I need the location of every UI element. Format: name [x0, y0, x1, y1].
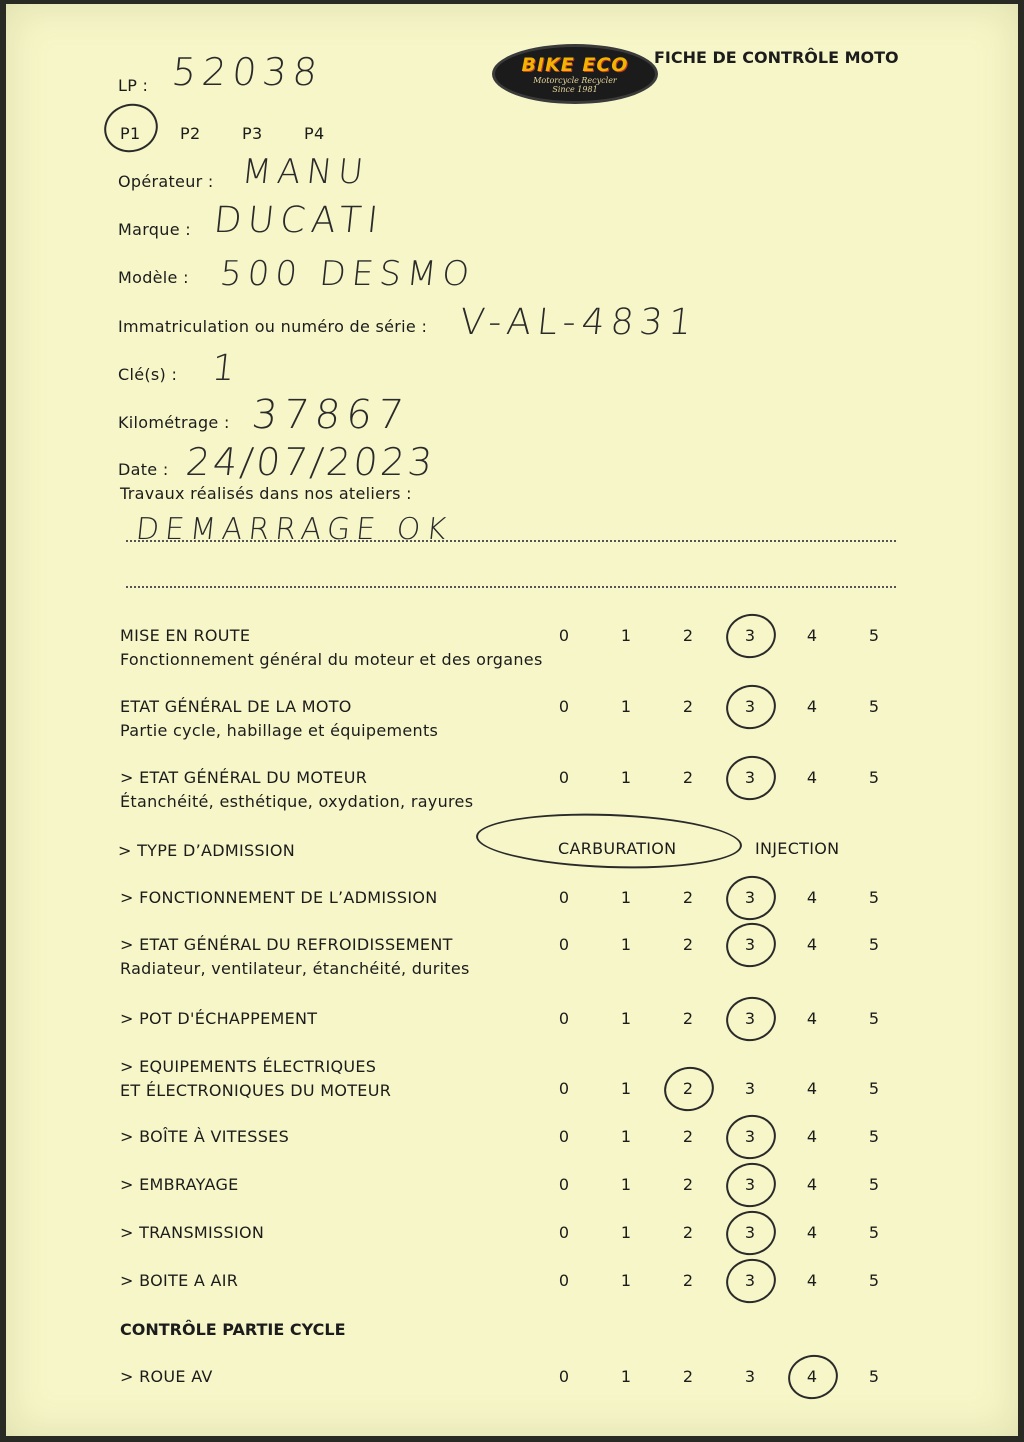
- score-option[interactable]: 2: [682, 1079, 694, 1098]
- immat-value[interactable]: V-AL-4831: [457, 302, 700, 343]
- score-option[interactable]: 5: [868, 1079, 880, 1098]
- row-title: > ETAT GÉNÉRAL DU REFROIDISSEMENT: [120, 935, 453, 954]
- score-option[interactable]: 1: [620, 935, 632, 954]
- row-title: > ETAT GÉNÉRAL DU MOTEUR: [120, 768, 368, 787]
- operateur-label: Opérateur :: [118, 172, 214, 191]
- score-option[interactable]: 5: [868, 935, 880, 954]
- score-option[interactable]: 0: [558, 768, 570, 787]
- score-option[interactable]: 1: [620, 1127, 632, 1146]
- score-option[interactable]: 4: [806, 1079, 818, 1098]
- score-option[interactable]: 1: [620, 1009, 632, 1028]
- row-title: > BOITE A AIR: [120, 1271, 239, 1290]
- score-option[interactable]: 4: [806, 1175, 818, 1194]
- bike-eco-logo: [492, 44, 658, 104]
- row-title: > BOÎTE À VITESSES: [120, 1127, 290, 1146]
- score-option[interactable]: 3: [744, 935, 756, 954]
- selected-score-circle: [722, 609, 780, 662]
- travaux-line-1: [126, 540, 896, 542]
- score-option[interactable]: 0: [558, 1223, 570, 1242]
- selected-score-circle: [660, 1062, 718, 1115]
- score-option[interactable]: 5: [868, 1175, 880, 1194]
- score-option[interactable]: 0: [558, 935, 570, 954]
- score-option[interactable]: 3: [744, 1367, 756, 1386]
- position-selected-circle: [99, 98, 164, 158]
- row-subtitle: Radiateur, ventilateur, étanchéité, durites: [120, 959, 470, 978]
- score-option[interactable]: 0: [558, 1367, 570, 1386]
- score-option[interactable]: 2: [682, 1223, 694, 1242]
- immat-label: Immatriculation ou numéro de série :: [118, 317, 428, 336]
- row-title: > EQUIPEMENTS ÉLECTRIQUES: [120, 1057, 377, 1076]
- row-title: > EMBRAYAGE: [120, 1175, 239, 1194]
- position-p4[interactable]: P4: [304, 124, 325, 143]
- score-option[interactable]: 4: [806, 1367, 818, 1386]
- travaux-line-2: [126, 586, 896, 588]
- selected-score-circle: [722, 1206, 780, 1259]
- score-option[interactable]: 2: [682, 626, 694, 645]
- km-label: Kilométrage :: [118, 413, 230, 432]
- date-value[interactable]: 24/07/2023: [183, 440, 438, 484]
- form-title: FICHE DE CONTRÔLE MOTO: [654, 48, 899, 67]
- score-option[interactable]: 1: [620, 1079, 632, 1098]
- score-option[interactable]: 3: [744, 1175, 756, 1194]
- selected-score-circle: [722, 1158, 780, 1211]
- row-title: > POT D'ÉCHAPPEMENT: [120, 1009, 318, 1028]
- score-option[interactable]: 2: [682, 1271, 694, 1290]
- selected-score-circle: [722, 992, 780, 1045]
- lp-value[interactable]: 52038: [169, 50, 326, 94]
- score-option[interactable]: 4: [806, 888, 818, 907]
- score-option[interactable]: 4: [806, 626, 818, 645]
- score-option[interactable]: 1: [620, 626, 632, 645]
- score-option[interactable]: 3: [744, 1127, 756, 1146]
- score-option[interactable]: 1: [620, 1223, 632, 1242]
- km-value[interactable]: 37867: [249, 392, 412, 438]
- row-title: > ROUE AV: [120, 1367, 213, 1386]
- travaux-value[interactable]: DEMARRAGE OK: [134, 512, 454, 547]
- selected-score-circle: [722, 1110, 780, 1163]
- score-option[interactable]: 4: [806, 935, 818, 954]
- score-option[interactable]: 5: [868, 697, 880, 716]
- score-option[interactable]: 0: [558, 1271, 570, 1290]
- score-option[interactable]: 2: [682, 768, 694, 787]
- score-option[interactable]: 5: [868, 626, 880, 645]
- row-title: > FONCTIONNEMENT DE L’ADMISSION: [120, 888, 438, 907]
- score-option[interactable]: 4: [806, 1127, 818, 1146]
- selected-score-circle: [722, 751, 780, 804]
- score-option[interactable]: 3: [744, 768, 756, 787]
- selected-score-circle: [722, 1254, 780, 1307]
- modele-label: Modèle :: [118, 268, 189, 287]
- score-option[interactable]: 4: [806, 697, 818, 716]
- selected-score-circle: [722, 918, 780, 971]
- score-option[interactable]: 1: [620, 1367, 632, 1386]
- score-option[interactable]: 3: [744, 1009, 756, 1028]
- marque-value[interactable]: DUCATI: [211, 200, 386, 241]
- position-p3[interactable]: P3: [242, 124, 263, 143]
- operateur-value[interactable]: MANU: [239, 152, 372, 192]
- position-p1[interactable]: P1: [120, 124, 141, 143]
- marque-label: Marque :: [118, 220, 191, 239]
- modele-value[interactable]: 500 DESMO: [217, 254, 478, 294]
- score-option[interactable]: 5: [868, 888, 880, 907]
- row-title: > TRANSMISSION: [120, 1223, 265, 1242]
- row-subtitle: Fonctionnement général du moteur et des organes: [120, 650, 543, 669]
- score-option[interactable]: 4: [806, 1223, 818, 1242]
- cles-value[interactable]: 1: [209, 348, 244, 389]
- score-option[interactable]: 2: [682, 697, 694, 716]
- score-option[interactable]: 3: [744, 697, 756, 716]
- logo-brand: BIKE ECO: [521, 54, 629, 76]
- score-option[interactable]: 1: [620, 697, 632, 716]
- row-title: MISE EN ROUTE: [120, 626, 251, 645]
- logo-since: Since 1981: [552, 85, 598, 94]
- selected-score-circle: [722, 680, 780, 733]
- admission-title: > TYPE D’ADMISSION: [118, 841, 296, 860]
- score-option[interactable]: 0: [558, 626, 570, 645]
- score-option[interactable]: 0: [558, 1175, 570, 1194]
- score-option[interactable]: 1: [620, 1271, 632, 1290]
- row-subtitle: Étanchéité, esthétique, oxydation, rayures: [120, 792, 474, 811]
- score-option[interactable]: 2: [682, 888, 694, 907]
- score-option[interactable]: 0: [558, 1009, 570, 1028]
- logo-tagline: Motorcycle Recycler: [533, 76, 617, 85]
- score-option[interactable]: 0: [558, 1127, 570, 1146]
- selected-score-circle: [722, 871, 780, 924]
- cles-label: Clé(s) :: [118, 365, 178, 384]
- score-option[interactable]: 5: [868, 1223, 880, 1242]
- score-option[interactable]: 4: [806, 1271, 818, 1290]
- control-sheet: [6, 4, 1018, 1436]
- score-option[interactable]: 5: [868, 1127, 880, 1146]
- score-option[interactable]: 5: [868, 768, 880, 787]
- score-option[interactable]: 0: [558, 697, 570, 716]
- lp-label: LP :: [118, 76, 149, 95]
- row-subtitle: Partie cycle, habillage et équipements: [120, 721, 439, 740]
- score-option[interactable]: 0: [558, 1079, 570, 1098]
- score-option[interactable]: 3: [744, 626, 756, 645]
- score-option[interactable]: 2: [682, 935, 694, 954]
- selected-score-circle: [784, 1350, 842, 1403]
- row-title: ETAT GÉNÉRAL DE LA MOTO: [120, 697, 352, 716]
- travaux-label: Travaux réalisés dans nos ateliers :: [120, 484, 412, 503]
- score-option[interactable]: 2: [682, 1175, 694, 1194]
- admission-selected-circle: [475, 809, 743, 872]
- admission-option-injection[interactable]: INJECTION: [755, 839, 840, 858]
- score-option[interactable]: 3: [744, 1271, 756, 1290]
- admission-option-carburation[interactable]: CARBURATION: [558, 839, 677, 858]
- score-option[interactable]: 1: [620, 768, 632, 787]
- score-option[interactable]: 2: [682, 1009, 694, 1028]
- section-cycle-title: CONTRÔLE PARTIE CYCLE: [120, 1320, 346, 1339]
- position-p2[interactable]: P2: [180, 124, 201, 143]
- score-option[interactable]: 5: [868, 1271, 880, 1290]
- score-option[interactable]: 1: [620, 888, 632, 907]
- score-option[interactable]: 4: [806, 1009, 818, 1028]
- score-option[interactable]: 2: [682, 1127, 694, 1146]
- score-option[interactable]: 0: [558, 888, 570, 907]
- score-option[interactable]: 3: [744, 1079, 756, 1098]
- score-option[interactable]: 3: [744, 1223, 756, 1242]
- date-label: Date :: [118, 460, 169, 479]
- score-option[interactable]: 1: [620, 1175, 632, 1194]
- score-option[interactable]: 3: [744, 888, 756, 907]
- score-option[interactable]: 5: [868, 1367, 880, 1386]
- score-option[interactable]: 4: [806, 768, 818, 787]
- score-option[interactable]: 2: [682, 1367, 694, 1386]
- row-subtitle: ET ÉLECTRONIQUES DU MOTEUR: [120, 1081, 392, 1100]
- score-option[interactable]: 5: [868, 1009, 880, 1028]
